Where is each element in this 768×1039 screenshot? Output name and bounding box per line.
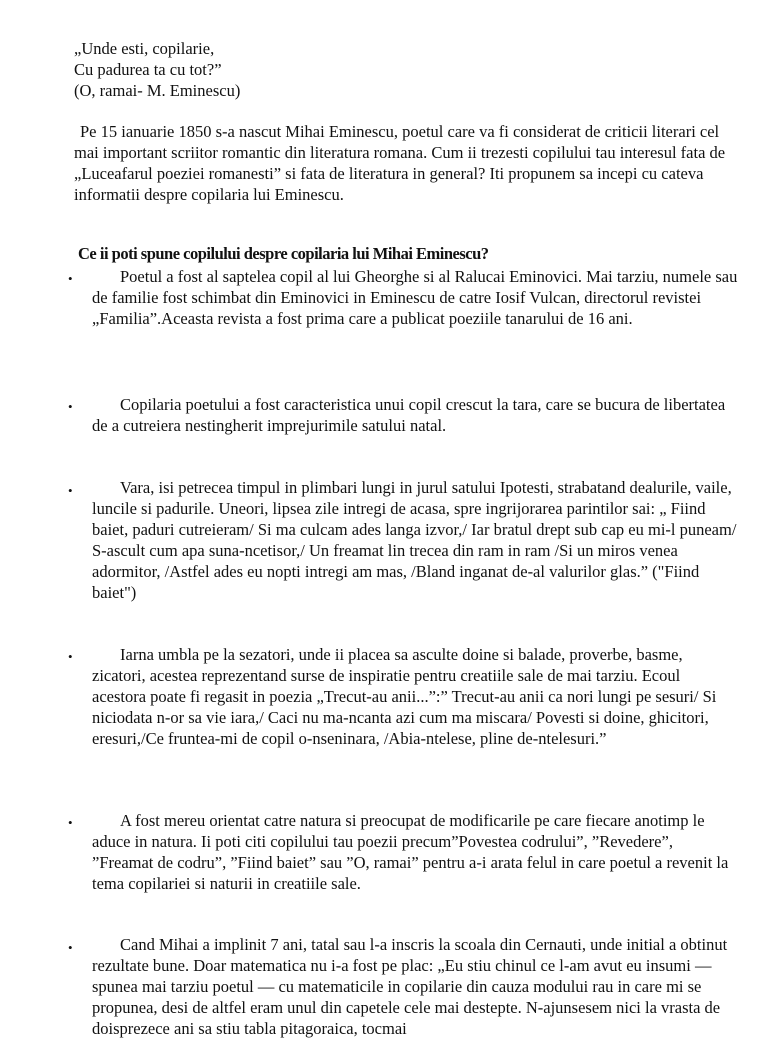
intro-paragraph: Pe 15 ianuarie 1850 s-a nascut Mihai Eminescu, poetul care va fi considerat de criticii literari cel mai important scriitor romantic din literatura romana. Cum ii trezesti copilului tau interesul fata de „Luceafarul poeziei romanesti” si fata de literatura in general? Iti propunem sa incepi cu cateva informatii despre copilaria lui Eminescu. [74,122,726,204]
epigraph-line-1: „Unde esti, copilarie, [74,39,215,58]
epigraph-line-2: Cu padurea ta cu tot?” [74,60,222,79]
epigraph [74,38,714,101]
list-item: Iarna umbla pe la sezatori, unde ii placea sa asculte doine si balade, proverbe, basme, zicatori, acestea reprezentand surse de inspiratie pentru creatiile sale de mai tarziu. Ecoul acestora poate fi regasit in poezia „Trecut-au anii...”:” Trecut-au anii ca nori lungi pe sesuri/ Si niciodata n-or sa vie iara,/ Caci nu ma-ncanta azi cum ma miscara/ Povesti si doine, ghicitori, eresuri,/Ce fruntea-mi de copil o-nseninara, /Abia-ntelese, pline de-ntelesuri.” [92,645,717,748]
bullet-marker: • [68,271,73,286]
section-heading: Ce ii poti spune copilului despre copilaria lui Mihai Eminescu? [78,244,489,263]
bullet-marker: • [68,940,73,955]
list-item: Copilaria poetului a fost caracteristica unui copil crescut la tara, care se bucura de libertatea de a cutreiera nestingherit imprejurimile satului natal. [92,395,726,435]
list-item: Cand Mihai a implinit 7 ani, tatal sau l-a inscris la scoala din Cernauti, unde initial a obtinut rezultate bune. Doar matematica nu i-a fost pe plac: „Eu stiu chinul ce l-am avut eu insumi — spunea mai tarziu poetul — cu matematicile in copilarie din cauza modului rau in care mi se propunea, desi de altfel eram unul din capetele cele mai destepte. N-ajunsesem nici la vrasta de doisprezece ani sa stiu tabla pitagoraica, tocmai [92,935,728,1038]
bullet-marker: • [68,399,73,414]
bullet-marker: • [68,649,73,664]
bullet-marker: • [68,815,73,830]
list-item: Vara, isi petrecea timpul in plimbari lungi in jurul satului Ipotesti, strabatand dealurile, vaile, luncile si padurile. Uneori, lipsea zile intregi de acasa, spre ingrijorarea parintilor sai: „ Fiind baiet, paduri cutreieram/ Si ma culcam ades langa izvor,/ Iar bratul drept sub cap eu mi-l puneam/ S-ascult cum apa suna-ncetisor,/ Un freamat lin trecea din ram in ram /Si un miros venea adormitor, /Astfel ades eu nopti intregi am mas, /Bland inganat de-al valurilor glas.” ("Fiind baiet") [92,478,737,602]
epigraph-citation: (O, ramai- M. Eminescu) [74,81,241,100]
bullet-marker: • [68,483,73,498]
list-item: A fost mereu orientat catre natura si preocupat de modificarile pe care fiecare anotimp le aduce in natura. Ii poti citi copilului tau poezii precum”Povestea codrului”, ”Revedere”, ”Freamat de codru”, ”Fiind baiet” sau ”O, ramai” pentru a-i arata felul in care poetul a revenit la tema copilariei si naturii in creatiile sale. [92,811,729,893]
list-item: Poetul a fost al saptelea copil al lui Gheorghe si al Ralucai Eminovici. Mai tarziu, numele sau de familie fost schimbat din Eminovici in Eminescu de catre Iosif Vulcan, directorul revistei „Familia”.Aceasta revista a fost prima care a publicat poeziile tanarului de 16 ani. [92,267,738,328]
